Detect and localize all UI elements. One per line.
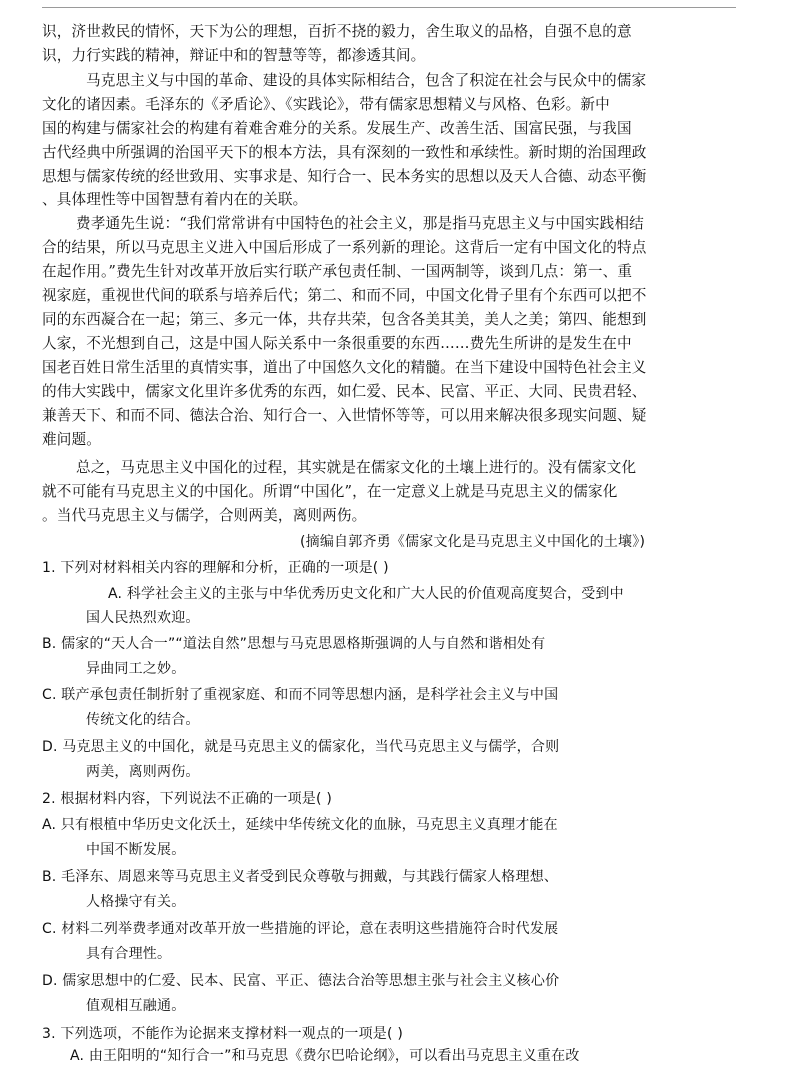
passage-line: 、具体理性等中国智慧有着内在的关联。 [42, 191, 308, 208]
option-a-cont: 中国不断发展。 [86, 842, 186, 858]
passage-line: 识，力行实践的精神，辩证中和的智慧等等，都渗透其间。 [42, 47, 426, 64]
passage-line: 就不可能有马克思主义的中国化。所谓“中国化”，在一定意义上就是马克思主义的儒家化 [42, 483, 618, 500]
passage-line: 文化的诸因素。毛泽东的《矛盾论》、《实践论》，带有儒家思想精义与风格、色彩。新中 [42, 96, 610, 113]
option-b-cont: 人格操守有关。 [86, 894, 186, 910]
option-d-cont: 两美，离则两伤。 [86, 764, 200, 780]
source-citation: (摘编自郭齐勇《儒家文化是马克思主义中国化的土壤》) [300, 534, 646, 550]
passage-line: 国的构建与儒家社会的构建有着难舍难分的关系。发展生产、改善生活、国富民强，与我国 [42, 120, 632, 137]
passage-line: 识，济世救民的情怀，天下为公的理想，百折不挠的毅力，舍生取义的品格，自强不息的意 [42, 23, 632, 40]
question-stem: 2. 根据材料内容，下列说法不正确的一项是( ) [42, 791, 332, 807]
passage-line: 人家，不光想到自己，这是中国人际关系中一条很重要的东西……费先生所讲的是发生在中 [42, 335, 632, 352]
passage-line: 合的结果，所以马克思主义进入中国后形成了一系列新的理论。这背后一定有中国文化的特点 [42, 239, 647, 256]
question-stem: 3. 下列选项，不能作为论据来支撑材料一观点的一项是( ) [42, 1026, 403, 1042]
option-b: B. 毛泽东、周恩来等马克思主义者受到民众尊敬与拥戴，与其践行儒家人格理想、 [42, 869, 559, 885]
passage-line: 难问题。 [42, 431, 101, 448]
option-b: B. 儒家的“天人合一”“道法自然”思想与马克思恩格斯强调的人与自然和谐相处有 [42, 636, 546, 652]
passage-line: 费孝通先生说：“我们常常讲有中国特色的社会主义，那是指马克思主义与中国实践相结 [76, 215, 644, 232]
passage-line: 的伟大实践中，儒家文化里许多优秀的东西，如仁爱、民本、民富、平正、大同、民贵君轻、 [42, 383, 647, 400]
passage-line: 在起作用。”费先生针对改革开放后实行联产承包责任制、一国两制等，谈到几点：第一、重 [42, 263, 633, 280]
option-c-cont: 具有合理性。 [86, 946, 172, 962]
passage-line: 同的东西凝合在一起；第三、多元一体，共存共荣，包含各美其美，美人之美；第四、能想到 [42, 311, 647, 328]
top-divider [42, 7, 736, 8]
option-d: D. 马克思主义的中国化，就是马克思主义的儒家化，当代马克思主义与儒学，合则 [42, 739, 560, 755]
passage-line: 国老百姓日常生活里的真情实事，道出了中国悠久文化的精髓。在当下建设中国特色社会主义 [42, 359, 647, 376]
option-a-cont: 国人民热烈欢迎。 [86, 610, 200, 626]
passage-line: 视家庭，重视世代间的联系与培养后代；第二、和而不同，中国文化骨子里有个东西可以把不 [42, 287, 647, 304]
passage-line: 古代经典中所强调的治国平天下的根本方法，具有深刻的一致性和承续性。新时期的治国理政 [42, 144, 647, 161]
option-a: A. 科学社会主义的主张与中华优秀历史文化和广大人民的价值观高度契合，受到中 [108, 586, 624, 602]
passage-line: 。当代马克思主义与儒学，合则两美，离则两伤。 [42, 507, 367, 524]
option-d: D. 儒家思想中的仁爱、民本、民富、平正、德法合治等思想主张与社会主义核心价 [42, 973, 560, 989]
option-d-cont: 值观相互融通。 [86, 998, 186, 1014]
passage-line: 思想与儒家传统的经世致用、实事求是、知行合一、民本务实的思想以及天人合德、动态平衡 [42, 168, 647, 185]
passage-line: 总之，马克思主义中国化的过程，其实就是在儒家文化的土壤上进行的。没有儒家文化 [76, 459, 637, 476]
option-b-cont: 异曲同工之妙。 [86, 661, 186, 677]
question-stem: 1. 下列对材料相关内容的理解和分析，正确的一项是( ) [42, 560, 389, 576]
passage-line: 兼善天下、和而不同、德法合治、知行合一、入世情怀等等，可以用来解决很多现实问题、疑 [42, 407, 647, 424]
option-c: C. 联产承包责任制折射了重视家庭、和而不同等思想内涵，是科学社会主义与中国 [42, 687, 559, 703]
option-a: A. 由王阳明的“知行合一”和马克思《费尔巴哈论纲》，可以看出马克思主义重在改 [70, 1048, 580, 1064]
passage-line: 马克思主义与中国的革命、建设的具体实际相结合，包含了积淀在社会与民众中的儒家 [86, 72, 647, 89]
option-a: A. 只有根植中华历史文化沃土，延续中华传统文化的血脉，马克思主义真理才能在 [42, 817, 558, 833]
option-c: C. 材料二列举费孝通对改革开放一些措施的评论，意在表明这些措施符合时代发展 [42, 921, 559, 937]
option-c-cont: 传统文化的结合。 [86, 712, 200, 728]
